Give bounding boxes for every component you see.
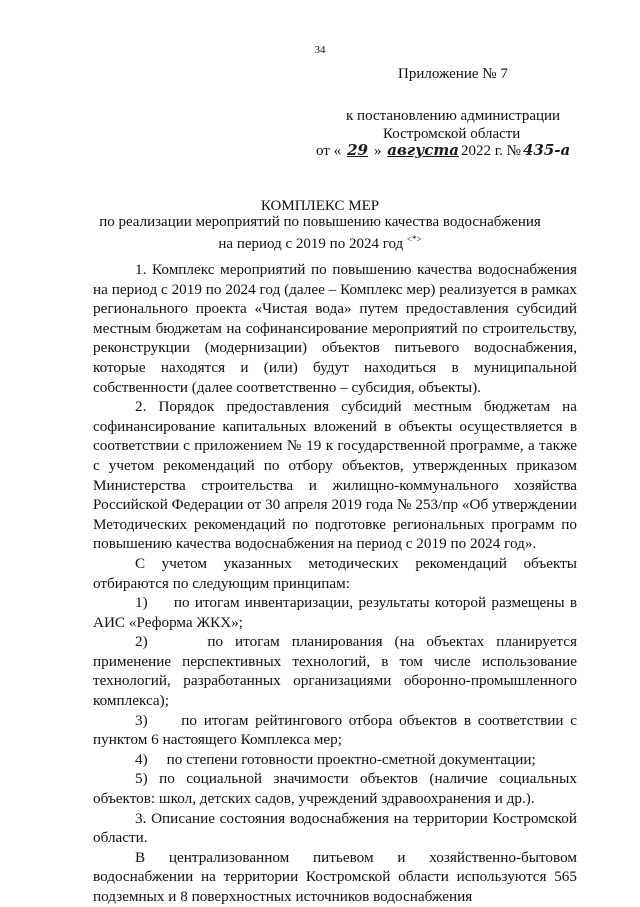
principle-5: 5) по социальной значимости объектов (наличие социальных объектов: школ, детских садов, учреждений здравоохранения и др.).	[93, 770, 577, 808]
decree-date-line	[316, 140, 570, 162]
date-year: 2022 г. №	[460, 143, 521, 159]
paragraph-selection-intro: С учетом указанных методических рекомендаций объекты отбираются по следующим принципам:	[93, 554, 577, 592]
page-number: 34	[314, 44, 326, 56]
paragraph-1: 1. Комплекс мероприятий по повышению качества водоснабжения на период с 2019 по 2024 год (далее – Комплекс мер) реализуется в рамках регионального проекта «Чистая вода» путем предоставления субсидий местным бюджетам на софинансирование мероприятий по строительству, реконструкции (модернизации) объектов питьевого водоснабжения, которые находятся и (или) будут находиться в муниципальной собственности (далее соответственно – субсидия, объекты).	[93, 261, 577, 396]
handwritten-day: 29	[347, 141, 368, 159]
date-mid: »	[373, 143, 382, 159]
document-title: КОМПЛЕКС МЕР	[260, 198, 380, 214]
document-subtitle-line-2	[0, 229, 640, 254]
handwritten-decree-number: 435-а	[522, 141, 571, 159]
decree-line-2: Костромской области	[383, 126, 521, 142]
paragraph-2: 2. Порядок предоставления субсидий местным бюджетам на софинансирование капитальных вложений в объекты осуществляется в соответствии с приложением № 19 к государственной программе, а также с учетом рекомендаций по отбору объектов, утвержденных приказом Министерства строительства и жилищно-коммунального хозяйства Российской Федерации от 30 апреля 2019 года № 253/пр «Об утверждении Методических рекомендаций по подготовке региональных программ по повышению качества водоснабжения на период с 2019 по 2024 год».	[93, 398, 577, 553]
document-body	[93, 260, 577, 907]
date-prefix: от «	[316, 143, 342, 159]
paragraph-3: 3. Описание состояния водоснабжения на территории Костромской области.	[93, 809, 577, 847]
handwritten-month: августа	[387, 141, 459, 159]
paragraph-water-sources: В централизованном питьевом и хозяйственно-бытовом водоснабжении на территории Костромской области используются 565 подземных и 8 поверхностных источников водоснабжения	[93, 848, 577, 905]
principle-1: 1) по итогам инвентаризации, результаты которой размещены в АИС «Реформа ЖКХ»;	[93, 594, 577, 631]
principle-3: 3) по итогам рейтингового отбора объектов в соответствии с пунктом 6 настоящего Комплекса мер;	[93, 711, 577, 749]
principle-2: 2) по итогам планирования (на объектах планируется применение перспективных технологий, в том числе использование технологий, разработанных организациями оборонно-промышленного комплекса);	[93, 633, 577, 710]
document-subtitle-line-1: по реализации мероприятий по повышению качества водоснабжения	[99, 214, 541, 230]
principle-4: 4) по степени готовности проектно-сметной документации;	[135, 750, 536, 768]
appendix-label: Приложение № 7	[398, 66, 508, 82]
subtitle-text: на период с 2019 по 2024 год	[218, 236, 404, 252]
footnote-marker: <*>	[406, 234, 422, 244]
decree-line-1: к постановлению администрации	[346, 108, 561, 124]
